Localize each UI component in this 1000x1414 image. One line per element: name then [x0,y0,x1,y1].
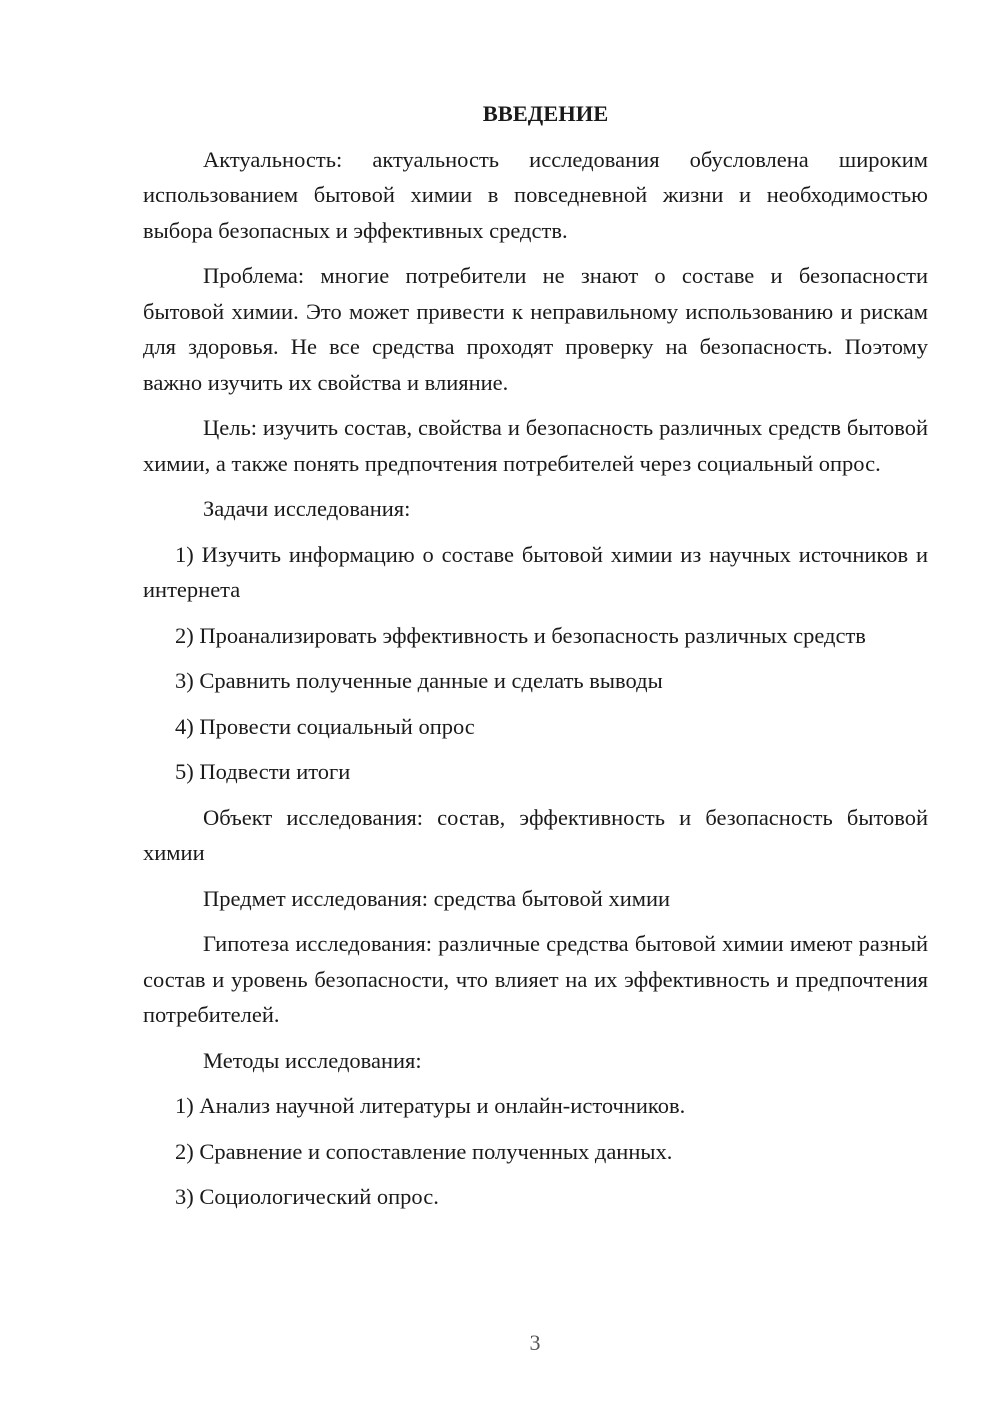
method-item-3: 3) Социологический опрос. [175,1184,439,1209]
goal-paragraph: Цель: изучить состав, свойства и безопасность различных средств бытовой химии, а также понять предпочтения потребителей через социальный опрос. [143,415,928,476]
document-body [143,96,928,1225]
task-item-4: 4) Провести социальный опрос [175,713,475,739]
subject-paragraph: Предмет исследования: средства бытовой химии [203,885,671,911]
method-item-1: 1) Анализ научной литературы и онлайн-источников. [175,1093,686,1118]
relevance-paragraph: Актуальность: актуальность исследования обусловлена широким использованием бытовой химии в повседневной жизни и необходимостью выбора безопасных и эффективных средств. [143,146,928,243]
tasks-title: Задачи исследования: [203,496,411,521]
task-item-3: 3) Сравнить полученные данные и сделать выводы [175,668,663,693]
method-item-2: 2) Сравнение и сопоставление полученных данных. [175,1138,673,1164]
hypothesis-paragraph: Гипотеза исследования: различные средства бытовой химии имеют разный состав и уровень безопасности, что влияет на их эффективность и предпочтения потребителей. [143,931,928,1027]
methods-title: Методы исследования: [203,1047,422,1073]
page-number: 3 [529,1330,541,1355]
problem-paragraph: Проблема: многие потребители не знают о составе и безопасности бытовой химии. Это может привести к неправильному использованию и рискам для здоровья. Не все средства проходят проверку на безопасность. Поэтому важно изучить их свойства и влияние. [143,263,928,395]
task-item-1: 1) Изучить информацию о составе бытовой химии из научных источников и интернета [143,541,928,602]
task-item-5: 5) Подвести итоги [175,759,351,784]
object-paragraph: Объект исследования: состав, эффективность и безопасность бытовой химии [143,804,928,865]
section-heading: ВВЕДЕНИЕ [482,101,609,126]
task-item-2: 2) Проанализировать эффективность и безопасность различных средств [175,622,866,648]
